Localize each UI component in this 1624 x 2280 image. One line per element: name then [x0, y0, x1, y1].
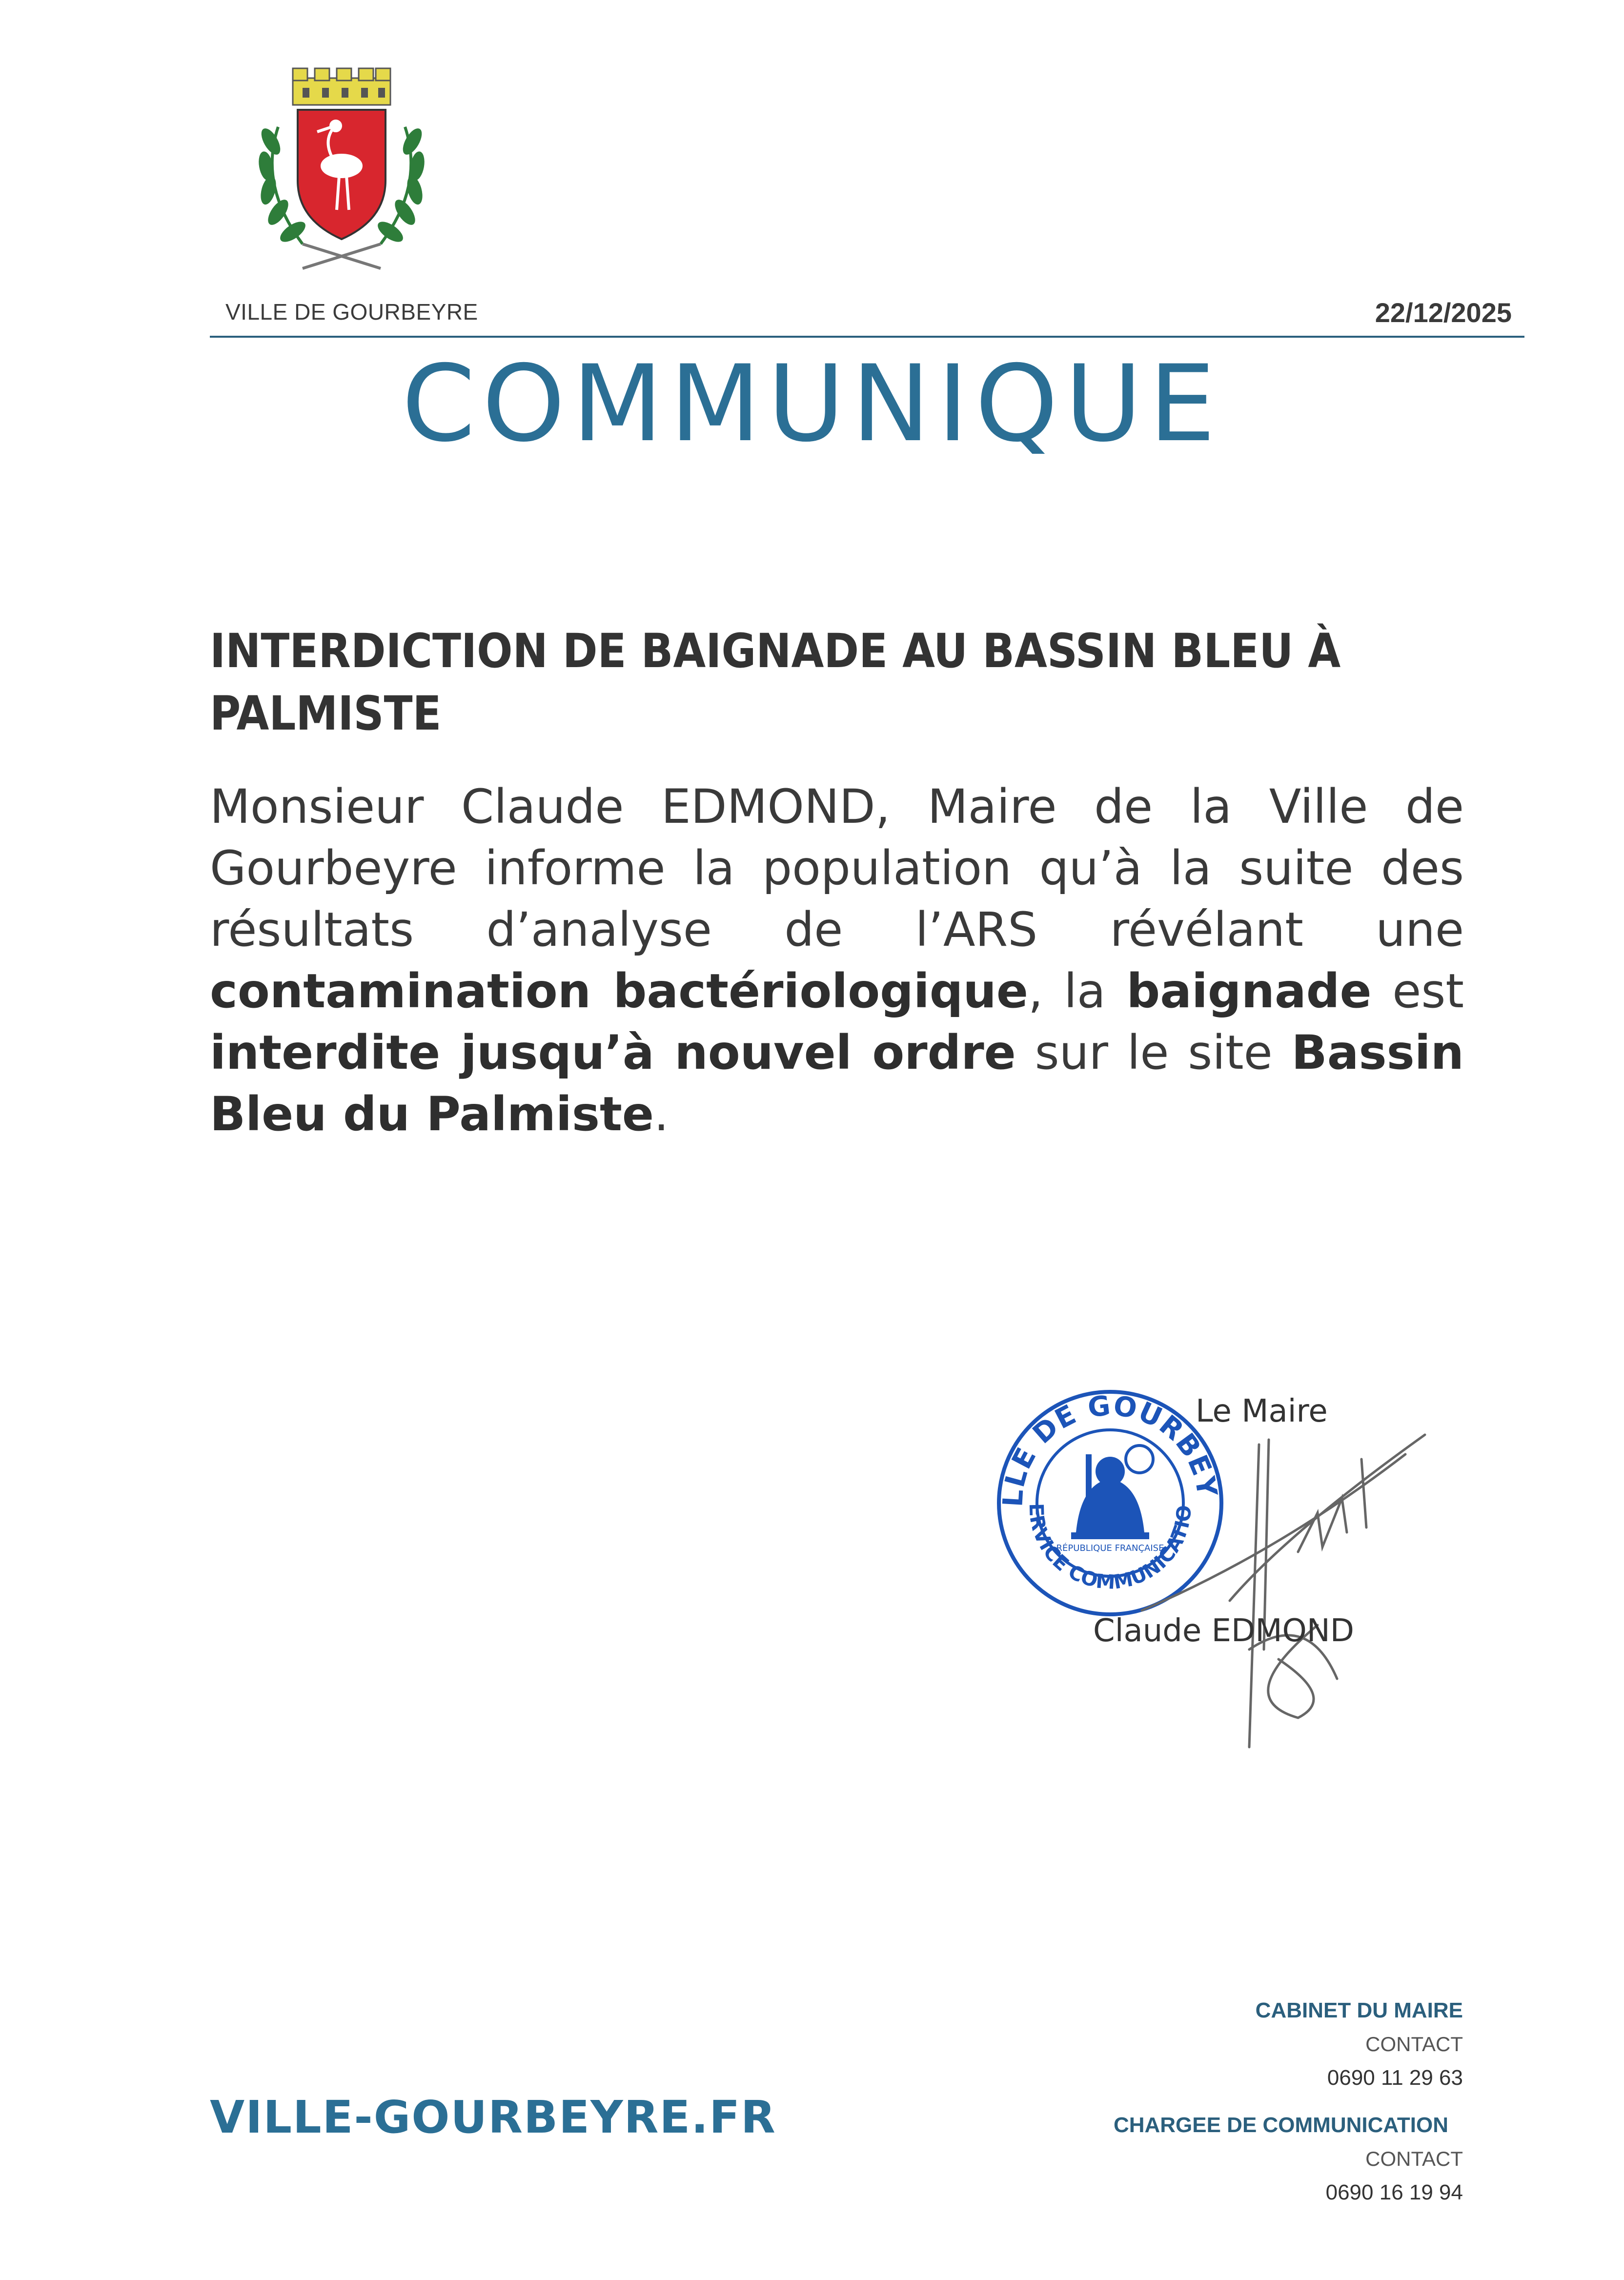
body-emphasis: Bassin Bleu du Palmiste	[210, 1025, 1464, 1141]
seal-text-center: RÉPUBLIQUE FRANÇAISE	[1056, 1543, 1164, 1553]
seal-text-bottom: ERVICE COMMUNICATIO	[1024, 1503, 1196, 1594]
headline	[210, 620, 1488, 745]
body-text-segment: .	[653, 1087, 669, 1141]
signatory-title: Le Maire	[1196, 1393, 1328, 1429]
seal-text-top: LLE DE GOURBEY	[997, 1389, 1223, 1508]
header-divider	[210, 336, 1524, 338]
body-text-segment: Monsieur Claude EDMOND, Maire de la Ville de Gourbeyre informe la population qu’à la suite des résultats d’analyse de l’ARS révélant une	[210, 779, 1464, 957]
body-text-segment: sur le site	[1015, 1025, 1292, 1080]
document-date: 22/12/2025	[1375, 297, 1512, 328]
handwritten-signature	[1132, 1405, 1435, 1767]
organization-name: VILLE DE GOURBEYRE	[225, 299, 478, 325]
body-text-segment: , la	[1028, 964, 1127, 1018]
contact-title: CHARGEE DE COMMUNICATION	[1113, 2113, 1448, 2137]
website-link[interactable]: VILLE-GOURBEYRE.FR	[210, 2091, 776, 2143]
contact-label: CONTACT	[1365, 2033, 1463, 2056]
contact-phone[interactable]: 0690 11 29 63	[1327, 2066, 1463, 2090]
headline-line-2: PALMISTE	[210, 686, 442, 741]
body-emphasis: contamination bactériologique	[210, 964, 1028, 1018]
body-emphasis: baignade	[1126, 964, 1372, 1018]
contact-label: CONTACT	[1365, 2147, 1463, 2170]
body-text-segment: est	[1371, 964, 1464, 1018]
coat-of-arms-heron-icon	[244, 59, 439, 273]
body-emphasis: interdite jusqu’à nouvel ordre	[210, 1025, 1016, 1080]
contact-phone[interactable]: 0690 16 19 94	[1325, 2180, 1463, 2204]
signatory-name: Claude EDMOND	[1093, 1613, 1355, 1649]
contact-cabinet	[1256, 1998, 1463, 2090]
contact-communication	[1114, 2113, 1463, 2205]
contact-title: CABINET DU MAIRE	[1255, 1998, 1463, 2022]
document-type-title: COMMUNIQUE	[402, 343, 1222, 465]
headline-line-1: INTERDICTION DE BAIGNADE AU BASSIN BLEU À	[210, 624, 1341, 678]
body-paragraph	[210, 776, 1464, 1145]
